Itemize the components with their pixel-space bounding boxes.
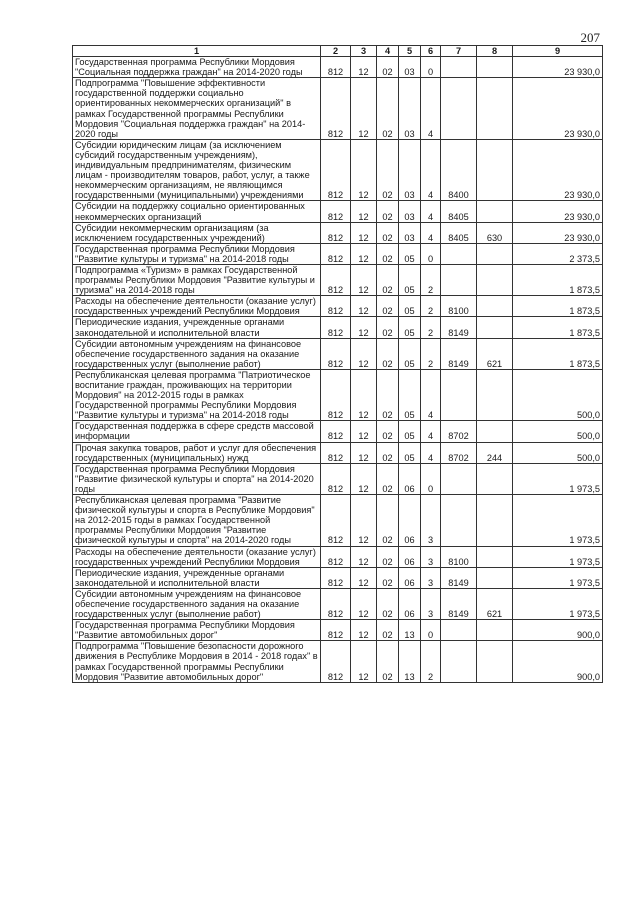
cell-amount: 1 973,5 — [513, 463, 603, 494]
cell-col3: 12 — [351, 641, 377, 682]
cell-name: Подпрограмма «Туризм» в рамках Государственной программы Республики Мордовия "Развитие культуры и туризма" на 2014-2018 годы — [73, 264, 321, 295]
cell-amount: 900,0 — [513, 620, 603, 641]
cell-amount: 900,0 — [513, 641, 603, 682]
cell-amount: 1 873,5 — [513, 338, 603, 369]
cell-col8 — [477, 620, 513, 641]
cell-col2: 812 — [321, 567, 351, 588]
cell-col6: 4 — [421, 78, 441, 140]
table-row — [73, 338, 603, 369]
cell-col6: 3 — [421, 588, 441, 619]
cell-col2: 812 — [321, 588, 351, 619]
col-header-7: 7 — [441, 46, 477, 57]
col-header-6: 6 — [421, 46, 441, 57]
cell-col2: 812 — [321, 317, 351, 338]
table-row — [73, 243, 603, 264]
cell-col6: 0 — [421, 620, 441, 641]
table-header — [73, 46, 603, 57]
budget-table — [72, 45, 603, 683]
cell-col5: 13 — [399, 620, 421, 641]
cell-col6: 2 — [421, 264, 441, 295]
cell-col4: 02 — [377, 546, 399, 567]
cell-name: Субсидии юридическим лицам (за исключением субсидий государственным учреждениям), индивидуальным предпринимателям, физическим лицам - производителям товаров, работ, услуг, а также некоммерческим организациям, не являющимся государственными (муниципальными) учреждениями — [73, 139, 321, 201]
cell-col3: 12 — [351, 78, 377, 140]
cell-col8 — [477, 421, 513, 442]
cell-col7: 8149 — [441, 338, 477, 369]
table-row — [73, 421, 603, 442]
cell-col3: 12 — [351, 222, 377, 243]
cell-name: Периодические издания, учрежденные органами законодательной и исполнительной власти — [73, 567, 321, 588]
cell-col6: 4 — [421, 421, 441, 442]
cell-col5: 03 — [399, 78, 421, 140]
cell-col5: 06 — [399, 546, 421, 567]
cell-col5: 05 — [399, 369, 421, 420]
cell-col7: 8149 — [441, 567, 477, 588]
col-header-4: 4 — [377, 46, 399, 57]
col-header-9: 9 — [513, 46, 603, 57]
table-row — [73, 57, 603, 78]
cell-col2: 812 — [321, 296, 351, 317]
cell-amount: 1 873,5 — [513, 264, 603, 295]
cell-col5: 03 — [399, 201, 421, 222]
cell-col6: 4 — [421, 369, 441, 420]
cell-col8 — [477, 296, 513, 317]
cell-col8 — [477, 317, 513, 338]
table-row — [73, 620, 603, 641]
cell-col4: 02 — [377, 421, 399, 442]
cell-col7 — [441, 641, 477, 682]
cell-col7: 8149 — [441, 588, 477, 619]
cell-name: Государственная программа Республики Мордовия "Развитие автомобильных дорог" — [73, 620, 321, 641]
cell-col8 — [477, 546, 513, 567]
cell-col8 — [477, 243, 513, 264]
cell-name: Государственная программа Республики Мордовия "Социальная поддержка граждан" на 2014-2020 годы — [73, 57, 321, 78]
cell-amount: 1 973,5 — [513, 495, 603, 546]
cell-amount: 1 873,5 — [513, 296, 603, 317]
cell-col8 — [477, 264, 513, 295]
cell-col5: 03 — [399, 57, 421, 78]
cell-col5: 05 — [399, 296, 421, 317]
header-row — [73, 46, 603, 57]
cell-name: Государственная программа Республики Мордовия "Развитие культуры и туризма" на 2014-2018 годы — [73, 243, 321, 264]
cell-col5: 05 — [399, 338, 421, 369]
cell-col4: 02 — [377, 296, 399, 317]
cell-name: Расходы на обеспечение деятельности (оказание услуг) государственных учреждений Республики Мордовия — [73, 546, 321, 567]
cell-col4: 02 — [377, 78, 399, 140]
cell-col6: 2 — [421, 641, 441, 682]
table-row — [73, 641, 603, 682]
table-row — [73, 442, 603, 463]
cell-col7: 8400 — [441, 139, 477, 201]
cell-col3: 12 — [351, 495, 377, 546]
cell-name: Республиканская целевая программа "Патриотическое воспитание граждан, проживающих на территории Мордовия" на 2012-2015 годы в рамках Государственной программы Республики Мордовия "Развитие культуры и туризма" на 2014-2018 годы — [73, 369, 321, 420]
cell-col5: 03 — [399, 139, 421, 201]
table-body — [73, 57, 603, 683]
cell-col2: 812 — [321, 495, 351, 546]
cell-amount: 23 930,0 — [513, 222, 603, 243]
table-row — [73, 567, 603, 588]
cell-col6: 3 — [421, 567, 441, 588]
cell-col6: 0 — [421, 243, 441, 264]
cell-col6: 2 — [421, 296, 441, 317]
cell-col2: 812 — [321, 369, 351, 420]
col-header-1: 1 — [73, 46, 321, 57]
cell-col5: 06 — [399, 588, 421, 619]
cell-col6: 0 — [421, 463, 441, 494]
cell-name: Субсидии автономным учреждениям на финансовое обеспечение государственного задания на оказание государственных услуг (выполнение работ) — [73, 588, 321, 619]
cell-amount: 2 373,5 — [513, 243, 603, 264]
cell-col8 — [477, 463, 513, 494]
cell-col4: 02 — [377, 201, 399, 222]
cell-col6: 2 — [421, 317, 441, 338]
cell-amount: 23 930,0 — [513, 139, 603, 201]
cell-col5: 06 — [399, 495, 421, 546]
cell-name: Республиканская целевая программа "Развитие физической культуры и спорта в Республике Мордовия" на 2012-2015 годы в рамках Государственной программы Республики Мордовия "Развитие физической культуры и спорта" на 2014-2020 годы — [73, 495, 321, 546]
cell-col3: 12 — [351, 264, 377, 295]
cell-name: Субсидии на поддержку социально ориентированных некоммерческих организаций — [73, 201, 321, 222]
cell-col8 — [477, 78, 513, 140]
cell-col7: 8405 — [441, 222, 477, 243]
cell-col7: 8702 — [441, 421, 477, 442]
cell-col7 — [441, 369, 477, 420]
cell-col3: 12 — [351, 57, 377, 78]
cell-name: Периодические издания, учрежденные органами законодательной и исполнительной власти — [73, 317, 321, 338]
cell-col3: 12 — [351, 442, 377, 463]
cell-col7: 8702 — [441, 442, 477, 463]
table-row — [73, 296, 603, 317]
cell-col3: 12 — [351, 296, 377, 317]
cell-col2: 812 — [321, 78, 351, 140]
cell-col2: 812 — [321, 546, 351, 567]
cell-col8 — [477, 567, 513, 588]
cell-col2: 812 — [321, 201, 351, 222]
cell-col4: 02 — [377, 442, 399, 463]
cell-col2: 812 — [321, 57, 351, 78]
cell-col4: 02 — [377, 369, 399, 420]
col-header-8: 8 — [477, 46, 513, 57]
cell-col3: 12 — [351, 201, 377, 222]
cell-col6: 3 — [421, 495, 441, 546]
col-header-2: 2 — [321, 46, 351, 57]
cell-col7 — [441, 57, 477, 78]
cell-col7: 8100 — [441, 296, 477, 317]
cell-col8 — [477, 641, 513, 682]
cell-col7 — [441, 264, 477, 295]
cell-col6: 2 — [421, 338, 441, 369]
table-row — [73, 463, 603, 494]
page-number: 207 — [580, 30, 600, 45]
cell-col2: 812 — [321, 442, 351, 463]
cell-col7: 8149 — [441, 317, 477, 338]
table-row — [73, 369, 603, 420]
cell-name: Подпрограмма "Повышение безопасности дорожного движения в Республике Мордовия в 2014 - 2018 годах" в рамках Государственной программы Республики Мордовия "Развитие автомобильных дорог" — [73, 641, 321, 682]
cell-col3: 12 — [351, 421, 377, 442]
cell-col4: 02 — [377, 338, 399, 369]
cell-name: Государственная поддержка в сфере средств массовой информации — [73, 421, 321, 442]
cell-col6: 3 — [421, 546, 441, 567]
cell-col4: 02 — [377, 588, 399, 619]
table-row — [73, 222, 603, 243]
cell-col5: 13 — [399, 641, 421, 682]
table-row — [73, 495, 603, 546]
cell-name: Расходы на обеспечение деятельности (оказание услуг) государственных учреждений Республики Мордовия — [73, 296, 321, 317]
cell-amount: 1 973,5 — [513, 546, 603, 567]
cell-col8 — [477, 201, 513, 222]
cell-col5: 06 — [399, 567, 421, 588]
cell-amount: 23 930,0 — [513, 78, 603, 140]
cell-col3: 12 — [351, 567, 377, 588]
cell-col2: 812 — [321, 222, 351, 243]
cell-col7 — [441, 78, 477, 140]
cell-amount: 1 873,5 — [513, 317, 603, 338]
cell-col4: 02 — [377, 641, 399, 682]
cell-col3: 12 — [351, 243, 377, 264]
cell-col5: 05 — [399, 442, 421, 463]
cell-col4: 02 — [377, 222, 399, 243]
cell-name: Субсидии автономным учреждениям на финансовое обеспечение государственного задания на оказание государственных услуг (выполнение работ) — [73, 338, 321, 369]
cell-col2: 812 — [321, 421, 351, 442]
cell-col4: 02 — [377, 620, 399, 641]
cell-col4: 02 — [377, 317, 399, 338]
cell-col8: 621 — [477, 588, 513, 619]
cell-col4: 02 — [377, 495, 399, 546]
cell-amount: 23 930,0 — [513, 57, 603, 78]
cell-col3: 12 — [351, 588, 377, 619]
cell-name: Подпрограмма "Повышение эффективности государственной поддержки социально ориентированных некоммерческих организаций" в рамках Государственной программы Республики Мордовия "Социальная поддержка граждан" на 2014-2020 годы — [73, 78, 321, 140]
col-header-3: 3 — [351, 46, 377, 57]
cell-amount: 500,0 — [513, 369, 603, 420]
cell-col4: 02 — [377, 463, 399, 494]
cell-col2: 812 — [321, 338, 351, 369]
cell-col5: 05 — [399, 421, 421, 442]
cell-col3: 12 — [351, 338, 377, 369]
cell-col2: 812 — [321, 641, 351, 682]
cell-col4: 02 — [377, 567, 399, 588]
cell-col4: 02 — [377, 243, 399, 264]
cell-col7 — [441, 243, 477, 264]
cell-name: Субсидии некоммерческим организациям (за исключением государственных учреждений) — [73, 222, 321, 243]
table-row — [73, 201, 603, 222]
cell-col3: 12 — [351, 463, 377, 494]
table-row — [73, 317, 603, 338]
cell-col3: 12 — [351, 139, 377, 201]
cell-col5: 05 — [399, 317, 421, 338]
col-header-5: 5 — [399, 46, 421, 57]
cell-col5: 06 — [399, 463, 421, 494]
cell-col7: 8405 — [441, 201, 477, 222]
cell-amount: 500,0 — [513, 421, 603, 442]
cell-col4: 02 — [377, 264, 399, 295]
cell-col3: 12 — [351, 620, 377, 641]
table-row — [73, 588, 603, 619]
cell-amount: 1 973,5 — [513, 588, 603, 619]
cell-col6: 0 — [421, 57, 441, 78]
cell-col8 — [477, 139, 513, 201]
cell-col6: 4 — [421, 201, 441, 222]
table-row — [73, 78, 603, 140]
cell-col2: 812 — [321, 463, 351, 494]
cell-name: Прочая закупка товаров, работ и услуг для обеспечения государственных (муниципальных) нужд — [73, 442, 321, 463]
cell-amount: 1 973,5 — [513, 567, 603, 588]
cell-name: Государственная программа Республики Мордовия "Развитие физической культуры и спорта" на 2014-2020 годы — [73, 463, 321, 494]
cell-col7 — [441, 463, 477, 494]
cell-amount: 500,0 — [513, 442, 603, 463]
cell-col3: 12 — [351, 369, 377, 420]
cell-col7 — [441, 495, 477, 546]
table-row — [73, 264, 603, 295]
cell-col8: 621 — [477, 338, 513, 369]
cell-col8 — [477, 495, 513, 546]
cell-col5: 05 — [399, 243, 421, 264]
cell-col5: 03 — [399, 222, 421, 243]
cell-col8 — [477, 369, 513, 420]
cell-col4: 02 — [377, 139, 399, 201]
table-row — [73, 546, 603, 567]
cell-col6: 4 — [421, 442, 441, 463]
cell-col3: 12 — [351, 317, 377, 338]
cell-col2: 812 — [321, 620, 351, 641]
cell-col8: 630 — [477, 222, 513, 243]
cell-col2: 812 — [321, 139, 351, 201]
cell-amount: 23 930,0 — [513, 201, 603, 222]
cell-col8: 244 — [477, 442, 513, 463]
cell-col7 — [441, 620, 477, 641]
cell-col6: 4 — [421, 139, 441, 201]
table-row — [73, 139, 603, 201]
cell-col3: 12 — [351, 546, 377, 567]
cell-col2: 812 — [321, 243, 351, 264]
cell-col6: 4 — [421, 222, 441, 243]
cell-col4: 02 — [377, 57, 399, 78]
cell-col8 — [477, 57, 513, 78]
cell-col5: 05 — [399, 264, 421, 295]
cell-col7: 8100 — [441, 546, 477, 567]
cell-col2: 812 — [321, 264, 351, 295]
